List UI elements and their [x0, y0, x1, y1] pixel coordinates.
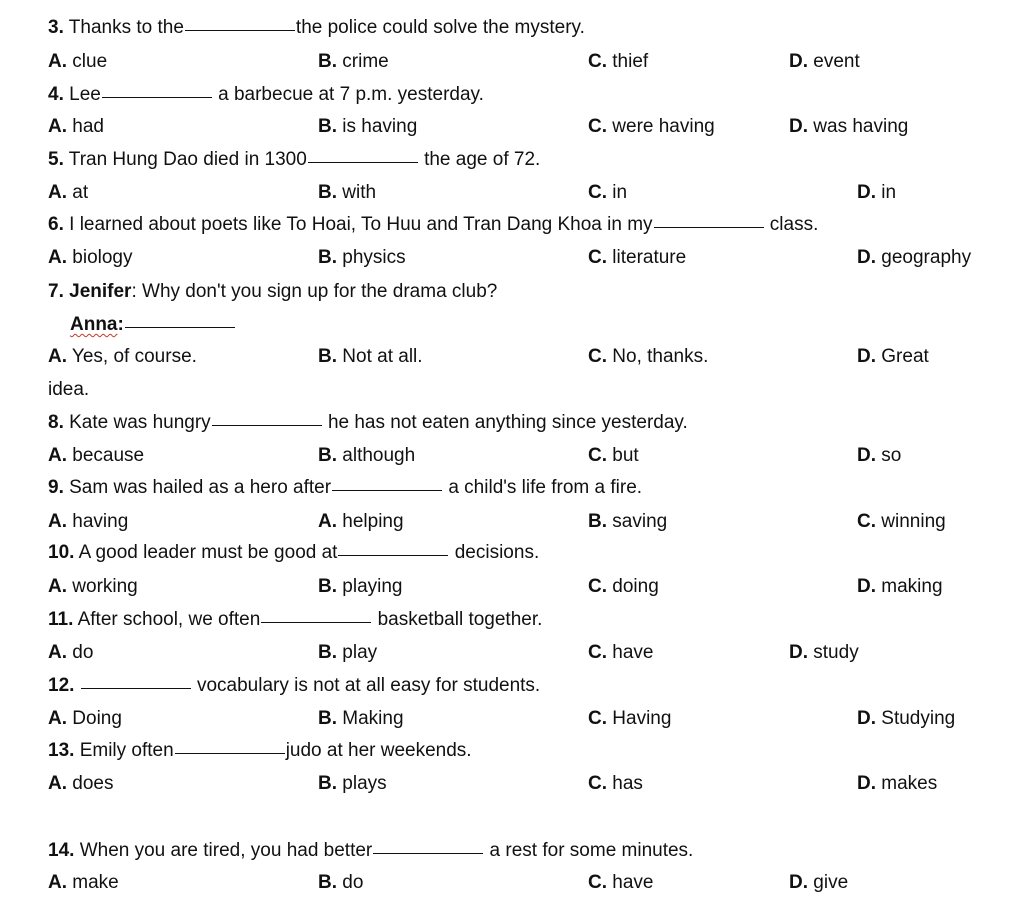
option-letter: A.: [48, 708, 67, 729]
answer-option[interactable]: [48, 51, 107, 73]
option-text: winning: [876, 511, 946, 532]
option-letter: D.: [857, 445, 876, 466]
option-text: event: [808, 51, 860, 72]
answer-blank[interactable]: [125, 326, 235, 328]
question-number: 12.: [48, 675, 75, 696]
option-letter: B.: [318, 247, 337, 268]
option-letter: B.: [588, 511, 607, 532]
option-text: play: [337, 642, 378, 663]
dialogue-line: : Why don't you sign up for the drama club?: [131, 281, 498, 302]
answer-blank[interactable]: [102, 96, 212, 98]
option-letter: B.: [318, 346, 337, 367]
option-text: literature: [607, 247, 687, 268]
answer-option[interactable]: [48, 576, 138, 598]
question-number: 4.: [48, 84, 64, 105]
answer-option[interactable]: [588, 511, 667, 533]
question-stem: Sam was hailed as a hero after: [63, 477, 332, 498]
question-text: [48, 412, 688, 434]
option-text: No, thanks.: [607, 346, 709, 367]
question-stem: Thanks to the: [63, 17, 184, 38]
question-text: [48, 84, 484, 106]
option-text: geography: [876, 247, 972, 268]
option-text: study: [808, 642, 859, 663]
answer-option[interactable]: [857, 182, 896, 204]
option-text: but: [607, 445, 639, 466]
option-letter: C.: [588, 773, 607, 794]
answer-option[interactable]: [588, 872, 653, 894]
option-letter: B.: [318, 576, 337, 597]
question-number: 8.: [48, 412, 64, 433]
option-letter: C.: [588, 116, 607, 137]
option-text: crime: [337, 51, 389, 72]
option-text: is having: [337, 116, 418, 137]
option-letter: A.: [48, 773, 67, 794]
answer-option[interactable]: [48, 445, 144, 467]
answer-option[interactable]: [588, 773, 643, 795]
option-letter: B.: [318, 773, 337, 794]
question-stem: I learned about poets like To Hoai, To Huu and Tran Dang Khoa in my: [63, 214, 653, 235]
option-text: do: [67, 642, 94, 663]
option-text: in: [876, 182, 897, 203]
option-text: makes: [876, 773, 938, 794]
answer-blank[interactable]: [654, 226, 764, 228]
question-continuation: a barbecue at 7 p.m. yesterday.: [212, 84, 484, 105]
option-text: biology: [67, 247, 133, 268]
answer-option[interactable]: [588, 708, 671, 730]
option-letter: B.: [318, 642, 337, 663]
question-continuation: vocabulary is not at all easy for students.: [191, 675, 541, 696]
option-text: thief: [607, 51, 649, 72]
answer-blank[interactable]: [261, 621, 371, 623]
question-stem: When you are tired, you had better: [74, 840, 373, 861]
answer-option[interactable]: [588, 445, 639, 467]
answer-option[interactable]: [318, 642, 377, 664]
answer-option[interactable]: [318, 576, 403, 598]
answer-option[interactable]: [588, 51, 648, 73]
answer-blank[interactable]: [373, 852, 483, 854]
question-stem: A good leader must be good at: [74, 542, 338, 563]
option-text: Great: [876, 346, 929, 367]
option-letter: C.: [588, 642, 607, 663]
question-continuation: the age of 72.: [418, 149, 541, 170]
answer-option[interactable]: [48, 773, 113, 795]
option-letter: A.: [48, 511, 67, 532]
option-text: in: [607, 182, 628, 203]
question-continuation: judo at her weekends.: [285, 740, 472, 761]
option-text: make: [67, 872, 119, 893]
option-letter: A.: [318, 511, 337, 532]
question-continuation: he has not eaten anything since yesterday.: [322, 412, 688, 433]
answer-option[interactable]: [588, 116, 715, 138]
answer-option[interactable]: [318, 247, 406, 269]
option-text: playing: [337, 576, 403, 597]
answer-option[interactable]: [588, 182, 627, 204]
option-letter: B.: [318, 708, 337, 729]
option-letter: C.: [588, 708, 607, 729]
answer-option[interactable]: [789, 642, 859, 664]
answer-option[interactable]: [857, 708, 955, 730]
option-letter: A.: [48, 116, 67, 137]
answer-option[interactable]: [588, 576, 659, 598]
question-number: 3.: [48, 17, 64, 38]
answer-option[interactable]: [857, 346, 929, 368]
answer-option[interactable]: [318, 116, 417, 138]
question-continuation: class.: [764, 214, 819, 235]
speaker-name: Jenifer: [69, 281, 132, 302]
answer-option[interactable]: [588, 346, 708, 368]
option-letter: D.: [789, 116, 808, 137]
option-letter: D.: [857, 247, 876, 268]
speaker-name: Anna: [70, 314, 118, 335]
option-text: helping: [337, 511, 404, 532]
option-letter: C.: [588, 445, 607, 466]
question-stem: Emily often: [74, 740, 174, 761]
option-letter: D.: [789, 51, 808, 72]
answer-option[interactable]: [857, 773, 937, 795]
option-text: doing: [607, 576, 659, 597]
option-letter: D.: [857, 182, 876, 203]
answer-option[interactable]: [588, 247, 686, 269]
answer-option[interactable]: [789, 116, 908, 138]
question-continuation: decisions.: [449, 542, 540, 563]
answer-option[interactable]: [318, 872, 363, 894]
option-letter: C.: [588, 51, 607, 72]
question-stem: Tran Hung Dao died in 1300: [63, 149, 307, 170]
option-text: Making: [337, 708, 404, 729]
answer-blank[interactable]: [175, 752, 285, 754]
option-text: Not at all.: [337, 346, 423, 367]
option-text: was having: [808, 116, 909, 137]
question-text: [48, 609, 542, 631]
dialogue-reply: [70, 314, 236, 336]
option-letter: D.: [857, 708, 876, 729]
option-text: does: [67, 773, 114, 794]
option-letter: C.: [857, 511, 876, 532]
answer-blank[interactable]: [338, 554, 448, 556]
answer-option[interactable]: [789, 51, 860, 73]
answer-blank[interactable]: [332, 489, 442, 491]
option-text: making: [876, 576, 943, 597]
option-text: working: [67, 576, 138, 597]
answer-option[interactable]: [48, 642, 93, 664]
option-text: Yes, of course.: [67, 346, 197, 367]
option-text: do: [337, 872, 364, 893]
option-letter: A.: [48, 576, 67, 597]
question-number: 13.: [48, 740, 75, 761]
answer-blank[interactable]: [81, 687, 191, 689]
option-text: had: [67, 116, 104, 137]
answer-option[interactable]: [857, 511, 946, 533]
answer-option[interactable]: [318, 182, 376, 204]
answer-option[interactable]: [48, 708, 122, 730]
option-letter: C.: [588, 872, 607, 893]
question-text: [48, 740, 472, 762]
option-letter: D.: [857, 346, 876, 367]
question-text: [48, 840, 693, 862]
question-text: [48, 214, 818, 236]
option-letter: A.: [48, 247, 67, 268]
answer-blank[interactable]: [212, 424, 322, 426]
option-text: with: [337, 182, 377, 203]
answer-option[interactable]: [48, 511, 128, 533]
option-letter: A.: [48, 51, 67, 72]
option-text: having: [67, 511, 129, 532]
option-letter: D.: [789, 872, 808, 893]
question-continuation: basketball together.: [372, 609, 543, 630]
colon-mark: :: [117, 314, 124, 335]
question-stem: [74, 675, 79, 696]
option-text: so: [876, 445, 902, 466]
answer-option[interactable]: [48, 346, 197, 368]
option-letter: B.: [318, 116, 337, 137]
answer-option[interactable]: [48, 247, 133, 269]
option-text: give: [808, 872, 849, 893]
answer-option[interactable]: [318, 346, 423, 368]
option-letter: D.: [857, 576, 876, 597]
answer-option[interactable]: [857, 247, 971, 269]
answer-option[interactable]: [588, 642, 653, 664]
answer-option[interactable]: [318, 773, 387, 795]
question-text: [48, 675, 540, 697]
answer-blank[interactable]: [185, 29, 295, 31]
option-letter: A.: [48, 642, 67, 663]
question-number: 10.: [48, 542, 75, 563]
option-letter: C.: [588, 576, 607, 597]
option-letter: C.: [588, 182, 607, 203]
question-continuation: a child's life from a fire.: [443, 477, 643, 498]
option-letter: B.: [318, 182, 337, 203]
answer-option[interactable]: [318, 51, 389, 73]
option-text: were having: [607, 116, 715, 137]
option-letter: A.: [48, 346, 67, 367]
option-letter: D.: [789, 642, 808, 663]
question-text: [48, 17, 585, 39]
option-letter: C.: [588, 247, 607, 268]
question-number: 7.: [48, 281, 64, 302]
answer-option[interactable]: [318, 511, 404, 533]
option-text: at: [67, 182, 89, 203]
question-text: [48, 542, 539, 564]
question-text: [48, 149, 540, 171]
question-continuation: the police could solve the mystery.: [295, 17, 585, 38]
option-text: Doing: [67, 708, 122, 729]
answer-option[interactable]: [789, 872, 848, 894]
question-number: 5.: [48, 149, 64, 170]
option-letter: B.: [318, 872, 337, 893]
option-text-wrap: idea.: [48, 379, 90, 400]
option-text: Having: [607, 708, 672, 729]
option-letter: A.: [48, 872, 67, 893]
answer-option[interactable]: [857, 445, 901, 467]
question-stem: Lee: [63, 84, 101, 105]
option-text: physics: [337, 247, 406, 268]
option-text: has: [607, 773, 643, 794]
question-number: 9.: [48, 477, 64, 498]
option-text: have: [607, 642, 654, 663]
option-text: because: [67, 445, 145, 466]
option-letter: D.: [857, 773, 876, 794]
answer-option[interactable]: [318, 708, 404, 730]
option-letter: A.: [48, 182, 67, 203]
question-text: [48, 281, 497, 303]
option-letter: B.: [318, 51, 337, 72]
answer-blank[interactable]: [308, 161, 418, 163]
answer-option[interactable]: [857, 576, 943, 598]
option-letter: A.: [48, 445, 67, 466]
answer-option[interactable]: [48, 182, 88, 204]
answer-option[interactable]: [48, 116, 104, 138]
question-number: 6.: [48, 214, 64, 235]
option-text: plays: [337, 773, 387, 794]
option-text: saving: [607, 511, 668, 532]
option-letter: B.: [318, 445, 337, 466]
question-number: 11.: [48, 609, 74, 630]
question-continuation: a rest for some minutes.: [484, 840, 694, 861]
question-number: 14.: [48, 840, 75, 861]
answer-option[interactable]: [318, 445, 415, 467]
question-stem: Kate was hungry: [63, 412, 211, 433]
option-text: have: [607, 872, 654, 893]
option-letter: C.: [588, 346, 607, 367]
option-text: Studying: [876, 708, 956, 729]
question-text: [48, 477, 642, 499]
question-stem: After school, we often: [73, 609, 261, 630]
option-text: clue: [67, 51, 108, 72]
answer-option[interactable]: [48, 872, 119, 894]
option-text: although: [337, 445, 416, 466]
